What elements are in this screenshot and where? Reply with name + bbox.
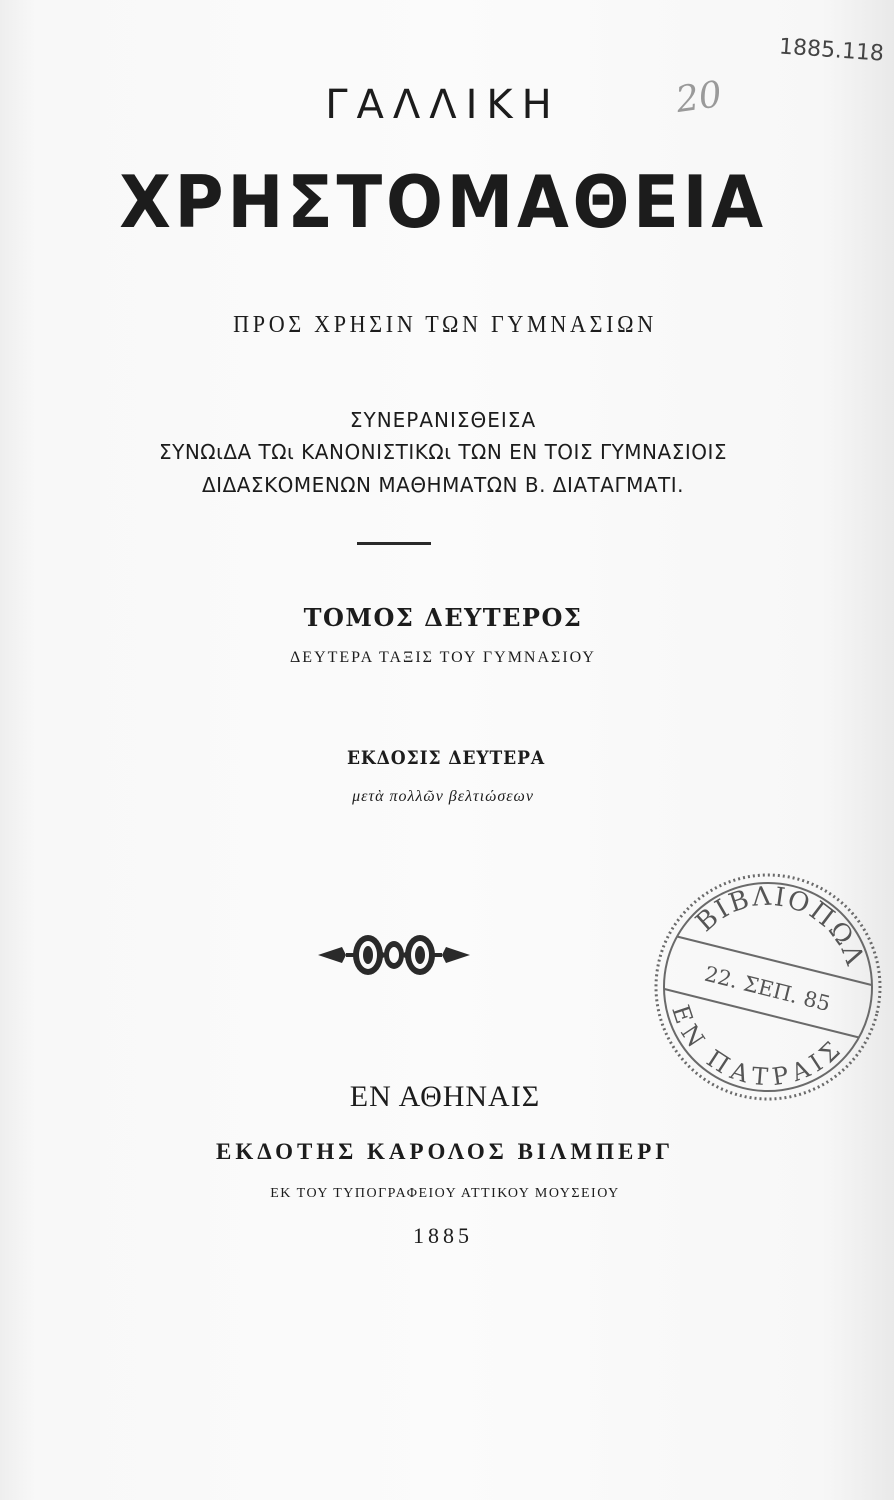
- imprint-city: ΕΝ ΑΘΗΝΑΙΣ: [349, 1080, 541, 1113]
- divider-rule: [357, 542, 431, 545]
- library-stamp: [650, 862, 886, 1117]
- ornament-icon: [316, 931, 472, 984]
- subtitle-line-3: ΣΥΝΩιΔΑ ΤΩι ΚΑΝΟΝΙΣΤΙΚΩι ΤΩΝ ΕΝ ΤΟΙΣ ΓΥΜΝΑΣΙΟΙΣ: [158, 440, 728, 464]
- subtitle-line-4: ΔΙΔΑΣΚΟΜΕΝΩΝ ΜΑΘΗΜΑΤΩΝ Β. ΔΙΑΤΑΓΜΑΤΙ.: [201, 473, 684, 497]
- volume-title: ΤΟΜΟΣ ΔΕΥΤΕΡΟΣ: [303, 603, 583, 632]
- stamp-top-text: ΒΙΒΛΙΟΠΩΛ: [690, 881, 871, 971]
- title-line-1: ΓΑΛΛΙΚΗ: [325, 82, 561, 128]
- imprint-printer: ΕΚ ΤΟΥ ΤΥΠΟΓΡΑΦΕΙΟΥ ΑΤΤΙΚΟΥ ΜΟΥΣΕΙΟΥ: [270, 1186, 620, 1201]
- subtitle-line-1: ΠΡΟΣ ΧΡΗΣΙΝ ΤΩΝ ΓΥΜΝΑΣΙΩΝ: [233, 312, 657, 338]
- pencil-note: 20: [673, 74, 725, 121]
- subtitle-line-2: ΣΥΝΕΡΑΝΙΣΘΕΙΣΑ: [349, 408, 537, 432]
- stamp-bottom-text: ΕΝ ΠΑΤΡΑΙΣ: [666, 1001, 847, 1091]
- shelf-mark: 1885.118: [778, 34, 885, 67]
- title-line-2: ΧΡΗΣΤΟΜΑΘΕΙΑ: [119, 160, 767, 244]
- volume-subtitle: ΔΕΥΤΕΡΑ ΤΑΞΙΣ ΤΟΥ ΓΥΜΝΑΣΙΟΥ: [290, 649, 596, 666]
- stamp-date: 22. ΣΕΠ. 85: [702, 961, 833, 1017]
- edition-title: ΕΚΔΟΣΙΣ ΔΕΥΤΕΡΑ: [346, 747, 546, 769]
- edition-note: μετὰ πολλῶν βελτιώσεων: [352, 788, 534, 805]
- svg-text:ΒΙΒΛΙΟΠΩΛ: [686, 862, 883, 977]
- imprint-publisher: ΕΚΔΟΤΗΣ ΚΑΡΟΛΟΣ ΒΙΛΜΠΕΡΓ: [216, 1139, 674, 1164]
- imprint-year: 1885: [413, 1223, 473, 1248]
